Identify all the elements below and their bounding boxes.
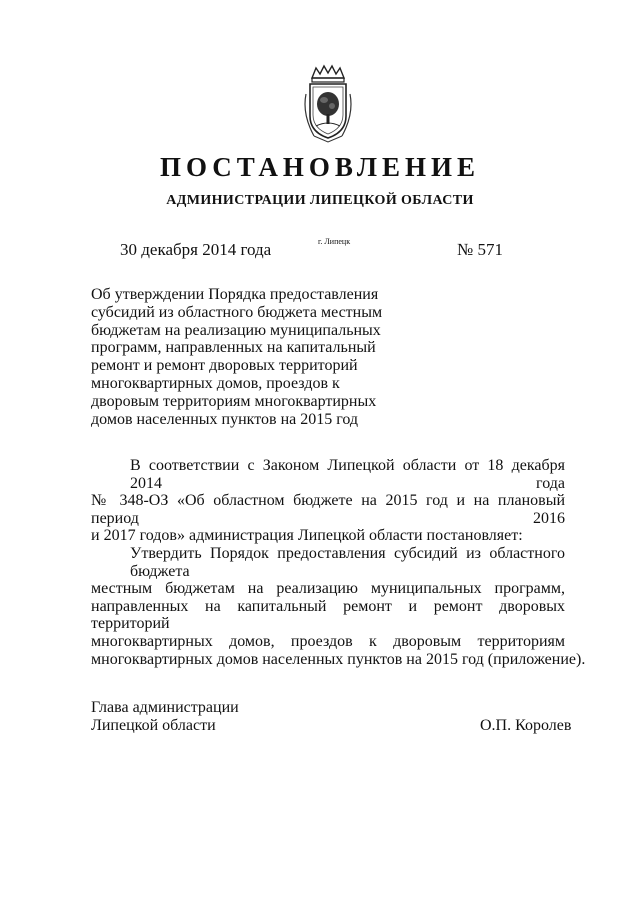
body-line: и 2017 годов» администрация Липецкой области постановляет: bbox=[91, 527, 523, 545]
document-date: 30 декабря 2014 года bbox=[120, 240, 272, 259]
signatory-position-line: Липецкой области bbox=[91, 716, 216, 734]
body-line: № 348-ОЗ «Об областном бюджете на 2015 год и на плановый период 2016 bbox=[91, 492, 565, 527]
body-line: направленных на капитальный ремонт и ремонт дворовых территорий bbox=[91, 597, 565, 633]
document-number: № 571 bbox=[457, 240, 503, 259]
subject-line: домов населенных пунктов на 2015 год bbox=[91, 410, 359, 428]
signatory-position bbox=[91, 699, 239, 734]
document-city: г. Липецк bbox=[318, 237, 351, 246]
body-line: многоквартирных домов населенных пунктов на 2015 год (приложение). bbox=[91, 650, 586, 668]
document-body bbox=[91, 457, 586, 668]
subject-line: ремонт и ремонт дворовых территорий bbox=[91, 357, 358, 375]
signatory-name: О.П. Королев bbox=[480, 717, 572, 734]
body-line: В соответствии с Законом Липецкой области от 18 декабря 2014 года bbox=[130, 457, 565, 492]
body-line: многоквартирных домов, проездов к дворовым территориям bbox=[91, 632, 565, 650]
document-title: ПОСТАНОВЛЕНИЕ bbox=[159, 152, 481, 182]
coat-of-arms-icon bbox=[300, 64, 356, 144]
document-subject bbox=[91, 286, 381, 428]
subject-line: многоквартирных домов, проездов к bbox=[91, 374, 340, 392]
body-line: Утвердить Порядок предоставления субсидий из областного бюджета bbox=[130, 544, 565, 580]
subject-line: программ, направленных на капитальный bbox=[91, 339, 376, 357]
issuing-authority: АДМИНИСТРАЦИИ ЛИПЕЦКОЙ ОБЛАСТИ bbox=[166, 193, 474, 208]
subject-line: субсидий из областного бюджета местным bbox=[91, 303, 383, 321]
subject-line: бюджетам на реализацию муниципальных bbox=[91, 321, 381, 339]
subject-line: Об утверждении Порядка предоставления bbox=[91, 286, 379, 303]
body-line: местным бюджетам на реализацию муниципальных программ, bbox=[91, 580, 565, 598]
signatory-position-line: Глава администрации bbox=[91, 699, 239, 716]
subject-line: дворовым территориям многоквартирных bbox=[91, 392, 377, 410]
